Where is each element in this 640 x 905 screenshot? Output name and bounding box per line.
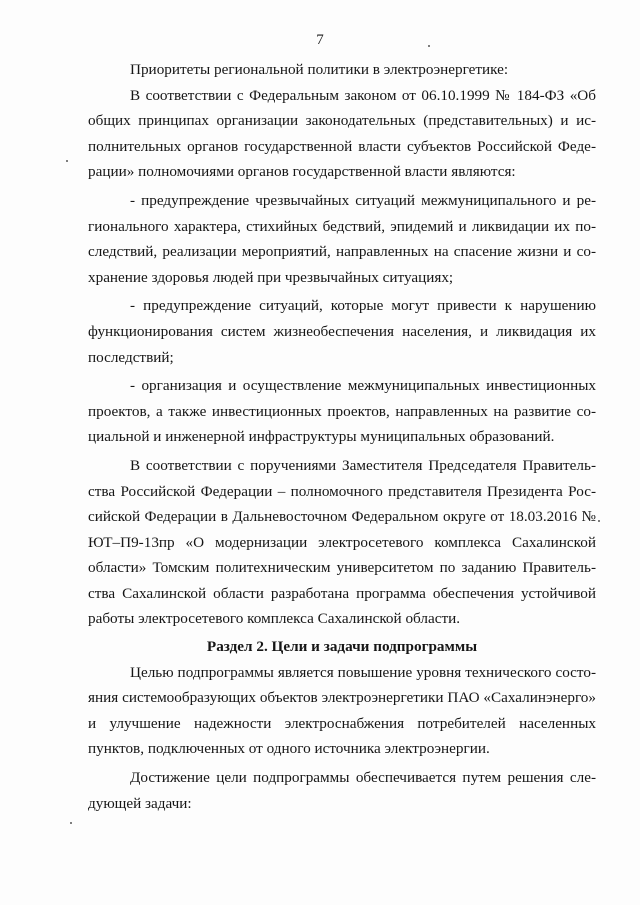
scan-speck xyxy=(70,822,72,824)
paragraph-instructions: В соответствии с поручениями Заместителя Председателя Правительства Российской Федерации – полномочного представителя Президента Российской Федерации в Дальневосточном Федеральном округе от 18.03.2016 № ЮТ–П9-13пр «О модернизации электросетевого комплекса Сахалинской области» Томским политехническим университетом по заданию Правительства Сахалинской области разработана программа обеспечения устойчивой работы электросетевого комплекса Сахалинской области. xyxy=(88,456,596,628)
document-body xyxy=(88,57,596,816)
list-item-emergency-prevention: - предупреждение чрезвычайных ситуаций межмуниципального и регионального характера, стихийных бедствий, эпидемий и ликвидации их последствий, реализации мероприятий, направленных на спасение жизни и сохранение здоровья людей при чрезвычайных ситуациях; xyxy=(88,191,596,286)
paragraph-priorities-intro: Приоритеты региональной политики в электроэнергетике: xyxy=(130,61,509,78)
paragraph-goal-achievement: Достижение цели подпрограммы обеспечивается путем решения следующей задачи: xyxy=(88,769,596,812)
paragraph-goal: Целью подпрограммы является повышение уровня технического состояния системообразующих объектов электроэнергетики ПАО «Сахалинэнерго» и улучшение надежности электроснабжения потребителей населенных пунктов, подключенных от одного источника электроэнергии. xyxy=(88,663,596,758)
list-item-life-support-prevention: - предупреждение ситуаций, которые могут привести к нарушению функционирования систем жизнеобеспечения населения, и ликвидация их последствий; xyxy=(88,297,596,366)
paragraph-federal-law: В соответствии с Федеральным законом от 06.10.1999 № 184-ФЗ «Об общих принципах организации законодательных (представительных) и исполнительных органов государственной власти субъектов Российской Федерации» полномочиями органов государственной власти являются: xyxy=(88,86,596,181)
scan-speck xyxy=(428,45,430,47)
list-item-investment-projects: - организация и осуществление межмуниципальных инвестиционных проектов, а также инвестиционных проектов, направленных на развитие социальной и инженерной инфраструктуры муниципальных образований. xyxy=(88,377,596,446)
scan-speck xyxy=(66,160,68,162)
scan-speck xyxy=(598,520,600,522)
section-heading: Раздел 2. Цели и задачи подпрограммы xyxy=(206,638,478,656)
page-number: 7 xyxy=(316,32,324,48)
